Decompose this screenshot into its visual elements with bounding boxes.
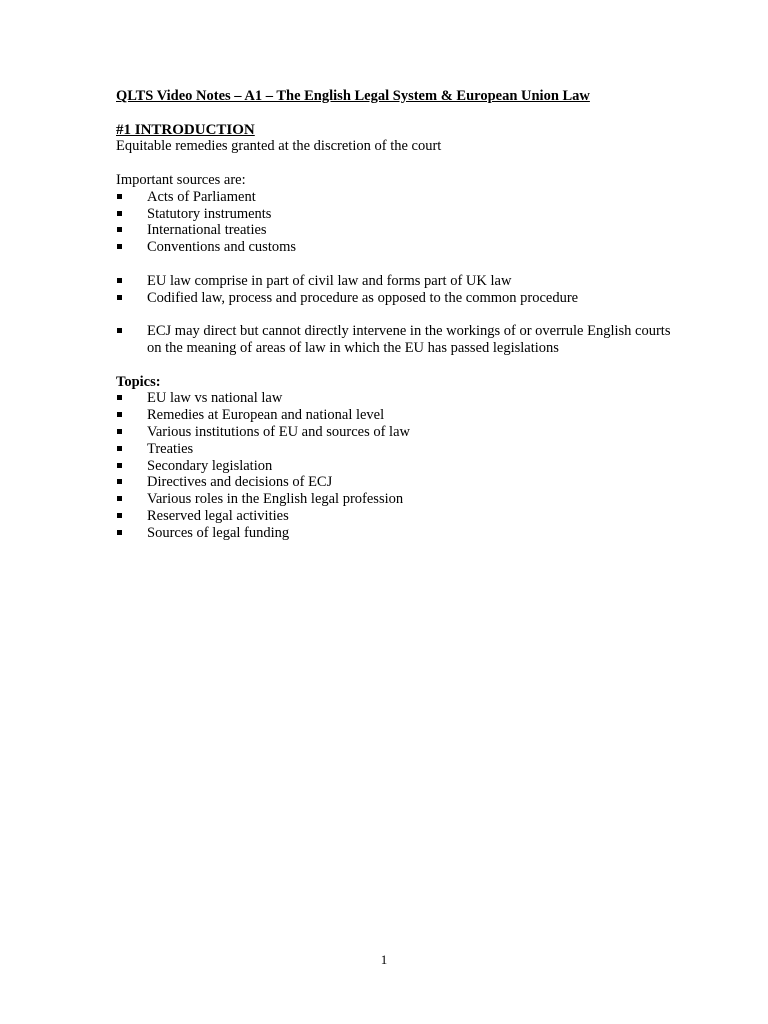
list-item-text: Various institutions of EU and sources of law (147, 423, 410, 440)
sources-label: Important sources are: (116, 171, 246, 188)
list-item (116, 491, 676, 508)
list-item (116, 206, 676, 223)
list-item-text: ECJ may direct but cannot directly intervene in the workings of or overrule English courts on the meaning of areas of law in which the EU has passed legislations (147, 323, 671, 356)
intro-text: Equitable remedies granted at the discretion of the court (116, 138, 442, 155)
list-item (116, 273, 676, 290)
sources-list (116, 189, 676, 256)
list-item (116, 407, 676, 424)
eu-points-list (116, 273, 676, 307)
list-item (116, 290, 676, 307)
list-item (116, 189, 676, 206)
list-item-text: Sources of legal funding (147, 524, 290, 541)
list-item-text: Codified law, process and procedure as opposed to the common procedure (147, 289, 579, 306)
spacer (116, 357, 676, 374)
list-item (116, 323, 676, 357)
list-item (116, 458, 676, 475)
square-bullet-icon (117, 412, 122, 417)
topics-heading: Topics: (116, 373, 161, 390)
list-item (116, 390, 676, 407)
square-bullet-icon (117, 496, 122, 501)
square-bullet-icon (117, 244, 122, 249)
list-item (116, 222, 676, 239)
spacer (116, 155, 676, 172)
list-item (116, 424, 676, 441)
list-item (116, 525, 676, 542)
list-item-text: EU law vs national law (147, 390, 283, 407)
list-item-text: Conventions and customs (147, 239, 297, 256)
square-bullet-icon (117, 429, 122, 434)
square-bullet-icon (117, 395, 122, 400)
spacer (116, 256, 676, 273)
list-item-text: EU law comprise in part of civil law and forms part of UK law (147, 272, 512, 289)
list-item-text: Various roles in the English legal profession (147, 491, 404, 508)
square-bullet-icon (117, 211, 122, 216)
list-item-text: International treaties (147, 222, 267, 239)
list-item-text: Acts of Parliament (147, 188, 256, 205)
page-number: 1 (380, 952, 388, 967)
list-item (116, 508, 676, 525)
square-bullet-icon (117, 194, 122, 199)
ecj-points-list (116, 323, 676, 357)
section-heading: #1 INTRODUCTION (116, 121, 255, 138)
square-bullet-icon (117, 479, 122, 484)
square-bullet-icon (117, 328, 122, 333)
list-item-text: Remedies at European and national level (147, 407, 385, 424)
spacer (116, 306, 676, 323)
list-item-text: Treaties (147, 440, 194, 457)
topics-list (116, 390, 676, 541)
list-item-text: Secondary legislation (147, 457, 273, 474)
list-item-text: Reserved legal activities (147, 507, 289, 524)
list-item-text: Directives and decisions of ECJ (147, 474, 333, 491)
square-bullet-icon (117, 463, 122, 468)
square-bullet-icon (117, 513, 122, 518)
list-item-text: Statutory instruments (147, 205, 272, 222)
square-bullet-icon (117, 295, 122, 300)
list-item (116, 441, 676, 458)
document-page (116, 88, 676, 542)
square-bullet-icon (117, 227, 122, 232)
square-bullet-icon (117, 530, 122, 535)
document-title: QLTS Video Notes – A1 – The English Legal System & European Union Law (116, 88, 590, 104)
square-bullet-icon (117, 446, 122, 451)
square-bullet-icon (117, 278, 122, 283)
list-item (116, 474, 676, 491)
list-item (116, 239, 676, 256)
